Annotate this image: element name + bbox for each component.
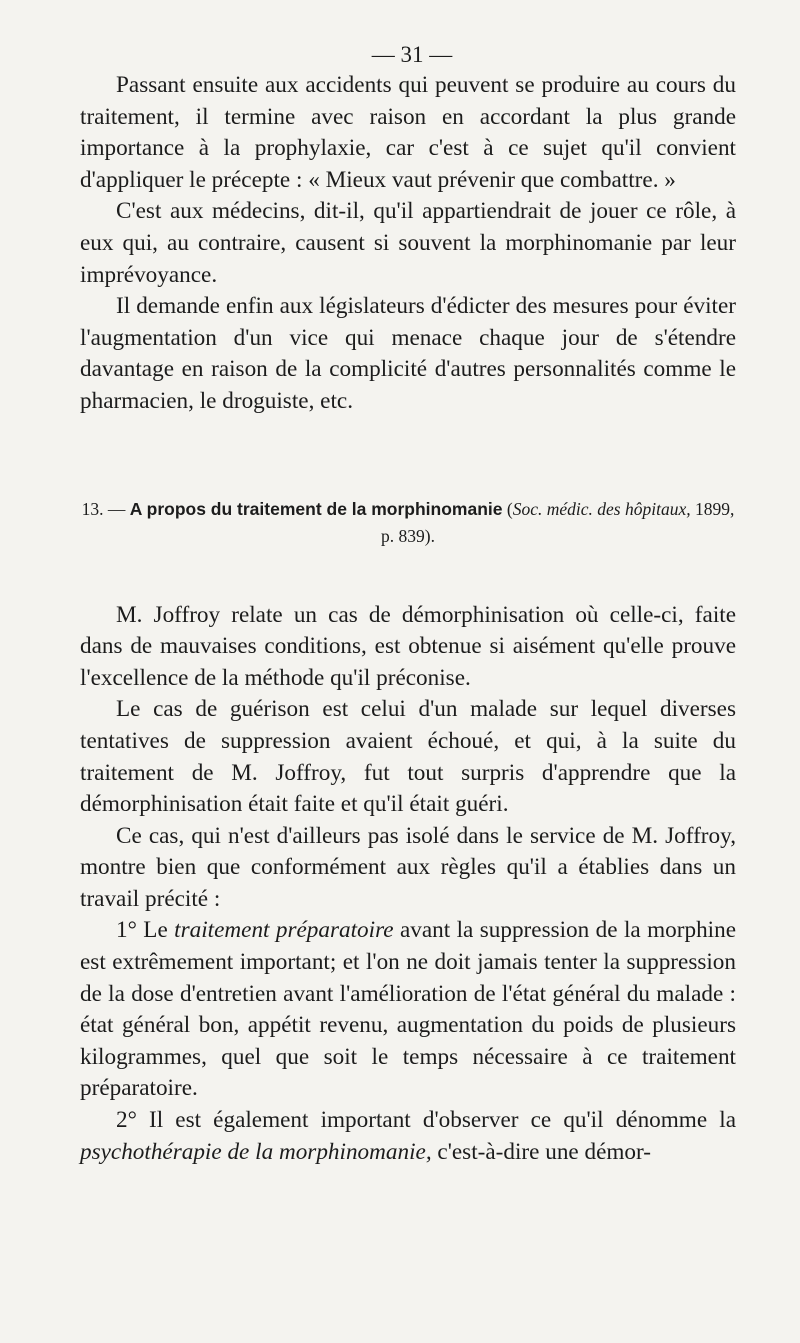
point-1-lead: 1° Le <box>116 917 175 944</box>
paragraph-point-2 <box>80 1105 736 1168</box>
paragraph-medecins: C'est aux médecins, dit-il, qu'il appartiendrait de jouer ce rôle, à eux qui, au contraire, causent si souvent la morphinomanie par leur imprévoyance. <box>80 198 736 288</box>
point-2-rest: c'est-à-dire une démor- <box>431 1138 652 1165</box>
paragraph-prophylaxie: Passant ensuite aux accidents qui peuvent se produire au cours du traitement, il termine avec raison en accordant la plus grande importance à la prophylaxie, car c'est à ce sujet qu'il convient d'appliquer le précepte : « Mieux vaut prévenir que combattre. » <box>80 72 736 193</box>
section-body <box>80 600 736 1169</box>
paragraph-joffroy-relate: M. Joffroy relate un cas de démorphinisation où celle-ci, faite dans de mauvaises conditions, est obtenue si aisément qu'elle prouve l'excellence de la méthode qu'il préconise. <box>80 601 736 691</box>
paragraph-ce-cas: Ce cas, qui n'est d'ailleurs pas isolé dans le service de M. Joffroy, montre bien que conformément aux règles qu'il a établies dans un travail précité : <box>80 822 736 912</box>
paragraph-legislateurs: Il demande enfin aux législateurs d'édicter des mesures pour éviter l'augmentation d'un vice qui menace chaque jour de s'étendre davantage en raison de la complicité d'autres personnalités comme le pharmacien, le droguiste, etc. <box>80 293 736 414</box>
reference-source-open: ( <box>506 498 513 519</box>
point-1-italic: traitement préparatoire <box>174 917 394 944</box>
paragraph-cas-guerison: Le cas de guérison est celui d'un malade sur lequel diverses tentatives de suppression avaient échoué, et qui, à la suite du traitement de M. Joffroy, fut tout surpris d'apprendre que la démorphinisation était faite et qu'il était guéri. <box>80 696 736 818</box>
point-2-lead: 2° Il est également important d'observer ce qu'il dénomme la <box>116 1107 736 1134</box>
reference-source-details: 1899, p. 839). <box>381 498 735 546</box>
reference-number: 13. — <box>81 498 126 519</box>
paragraph-point-1 <box>80 915 736 1105</box>
reference-title: A propos du traitement de la morphinomanie <box>129 498 503 519</box>
reference-source-journal: Soc. médic. des hôpitaux, <box>512 498 691 519</box>
reference-heading <box>80 496 736 550</box>
point-1-rest: avant la suppression de la morphine est extrêmement important; et l'on ne doit jamais tenter la suppression de la dose d'entretien avant l'amélioration de l'état général du malade : état général bon, appétit revenu, augmentation du poids de plusieurs kilogrammes, quel que soit le temps nécessaire à ce traitement préparatoire. <box>80 917 736 1102</box>
point-2-italic: psychothérapie de la morphinomanie, <box>80 1138 432 1165</box>
page-number: — 31 — <box>371 42 453 67</box>
page <box>80 40 736 1168</box>
